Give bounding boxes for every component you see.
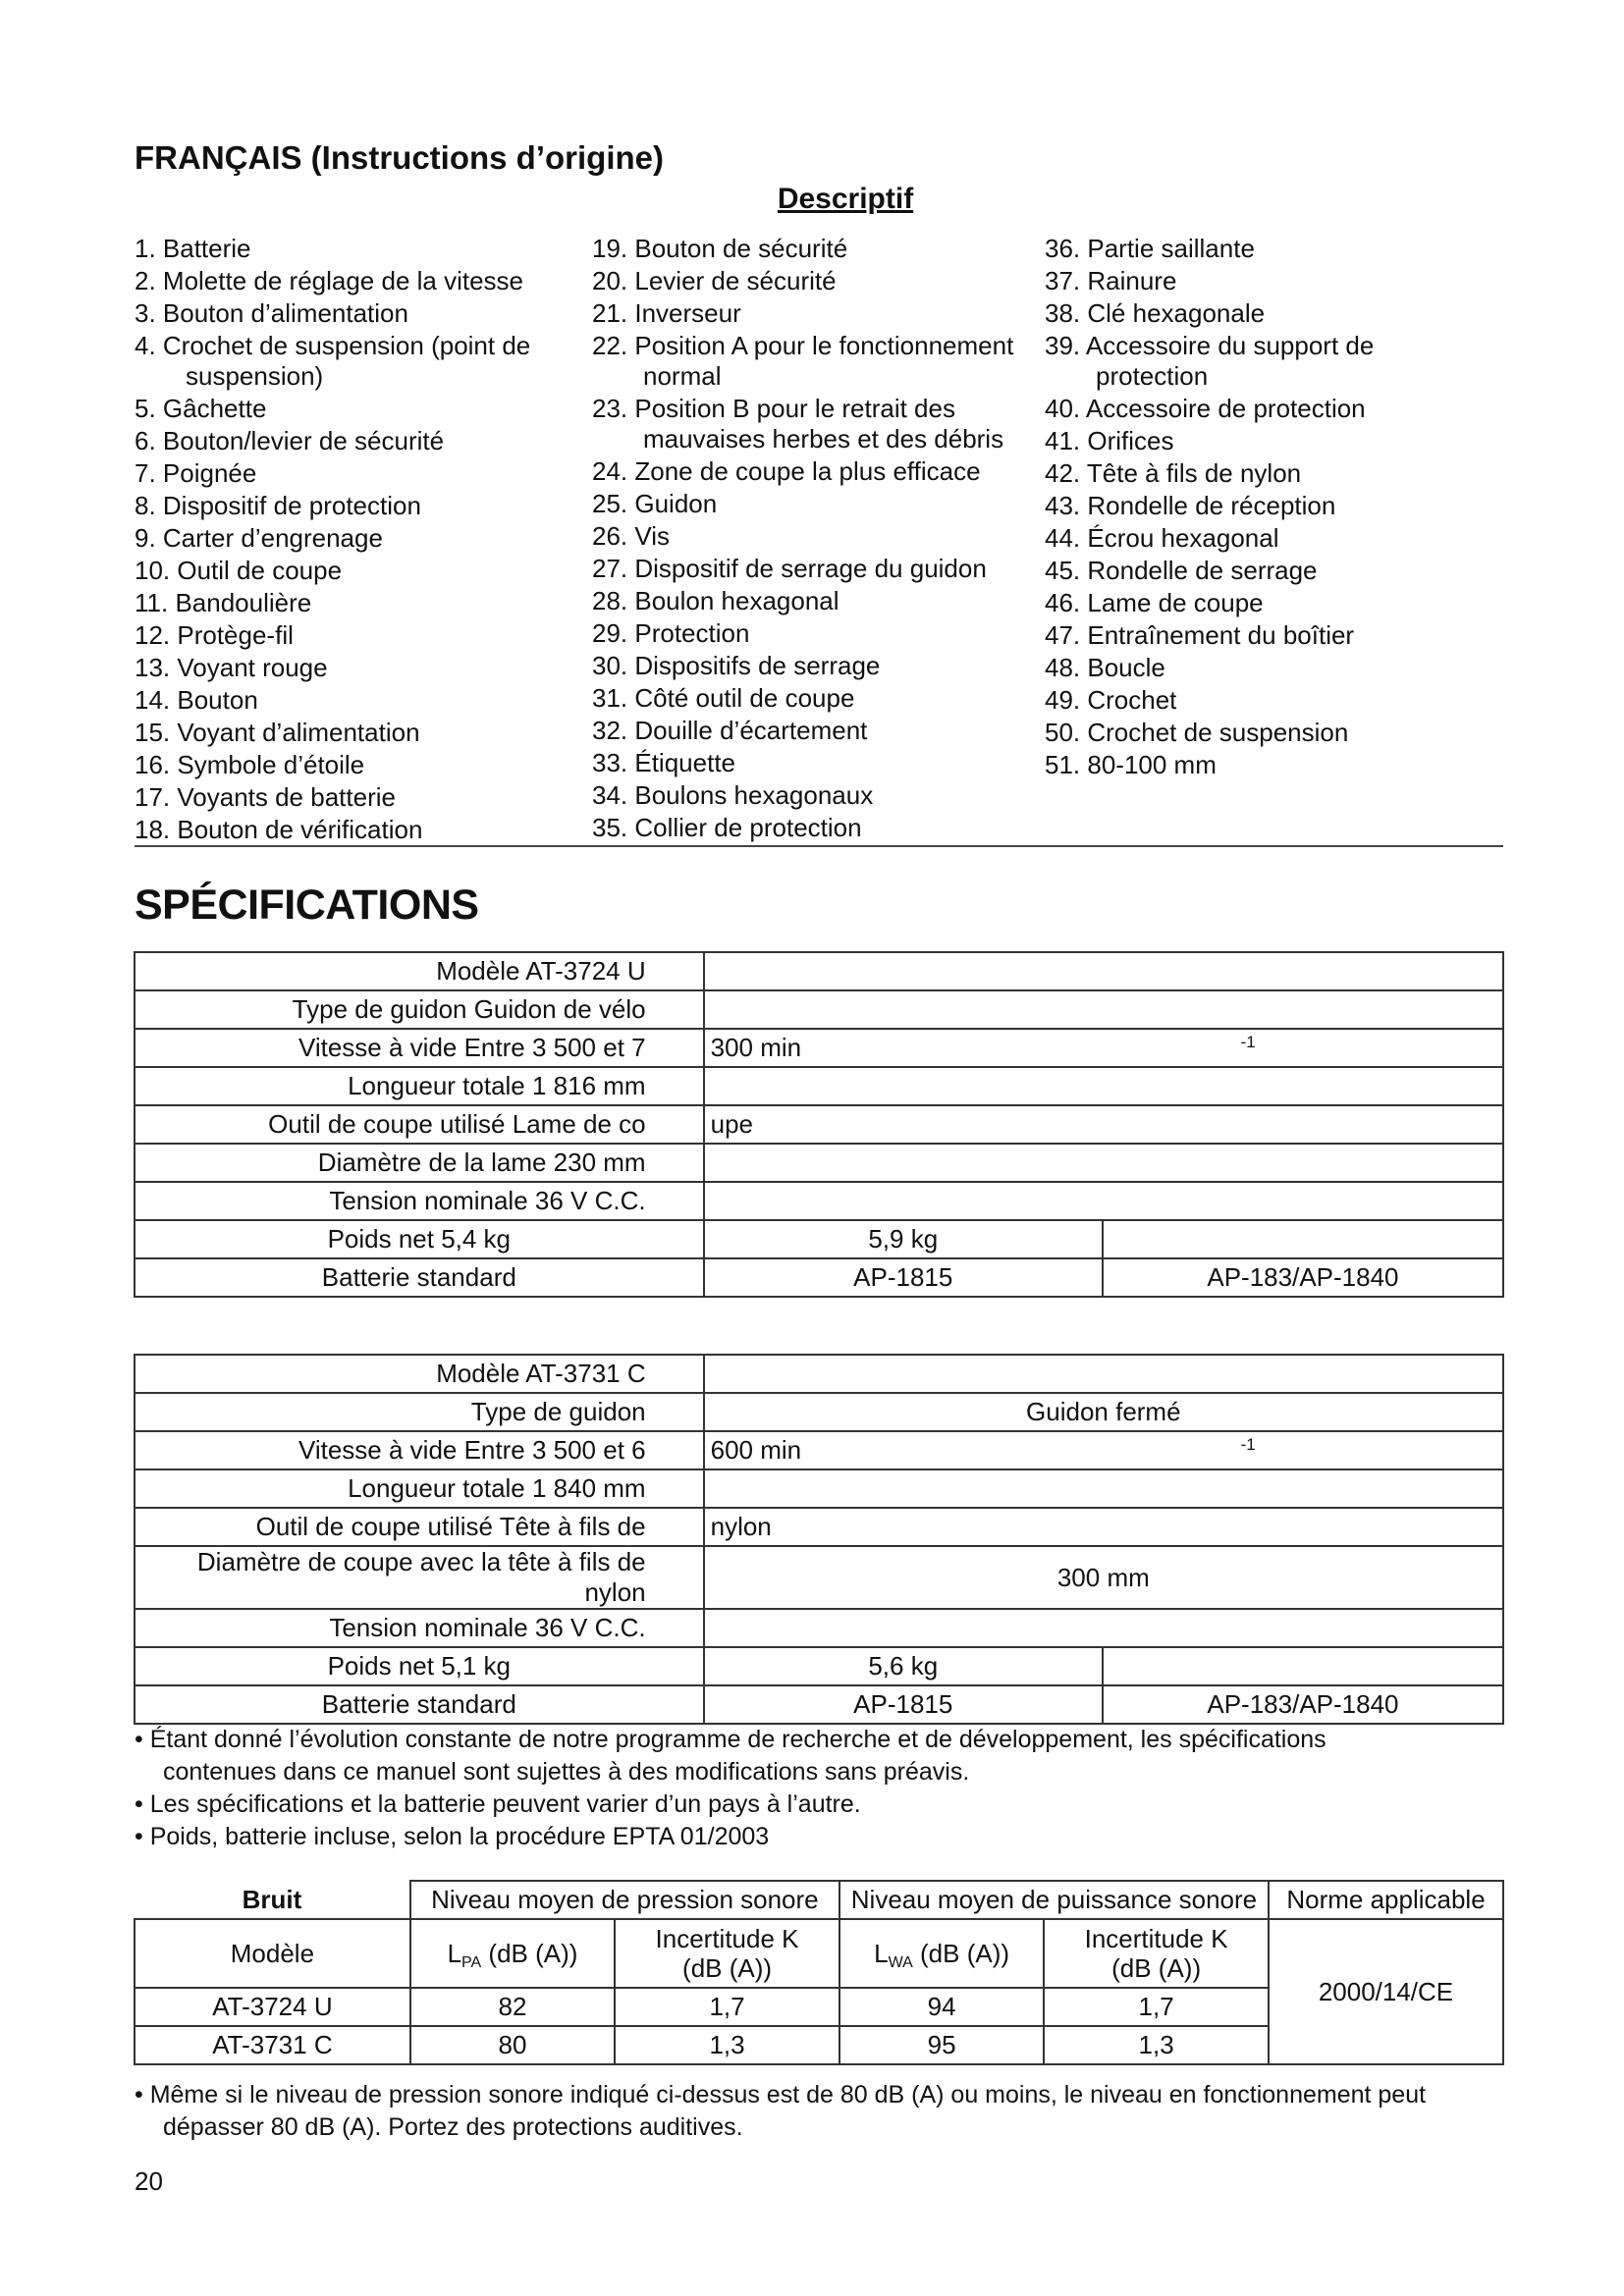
descriptif-item: 47. Entraînement du boîtier <box>1045 620 1355 650</box>
spec-row <box>135 1393 1503 1431</box>
noise-model: AT-3731 C <box>135 2026 410 2064</box>
descriptif-item: 3. Bouton d’alimentation <box>135 298 408 328</box>
descriptif-item: 20. Levier de sécurité <box>592 266 837 295</box>
descriptif-item: 6. Bouton/levier de sécurité <box>135 426 445 455</box>
descriptif-item: 28. Boulon hexagonal <box>592 586 839 615</box>
noise-note-line-1: • Même si le niveau de pression sonore indiqué ci-dessus est de 80 dB (A) ou moins, le niveau en fonctionnement peut <box>135 2081 1427 2109</box>
spec-row <box>135 1105 1503 1144</box>
divider <box>135 845 1503 847</box>
noise-header-pression: Niveau moyen de pression sonore <box>410 1881 839 1919</box>
descriptif-item: 32. Douille d’écartement <box>592 716 868 745</box>
descriptif-item: 33. Étiquette <box>592 748 735 777</box>
spec-label: Vitesse à vide Entre 3 500 et 6 <box>135 1431 704 1469</box>
spec-cell: AP-183/AP-1840 <box>1103 1685 1503 1724</box>
spec-cell: 5,6 kg <box>704 1647 1103 1685</box>
spec-row <box>135 1508 1503 1546</box>
spec-cell <box>1103 1647 1503 1685</box>
noise-norme-value: 2000/14/CE <box>1269 1919 1503 2064</box>
spec-label: Longueur totale 1 840 mm <box>135 1469 704 1508</box>
descriptif-item: 38. Clé hexagonale <box>1045 298 1266 328</box>
spec-notes <box>135 1724 1326 1853</box>
noise-lpa: 80 <box>410 2026 615 2064</box>
spec-row <box>135 1546 1503 1609</box>
descriptif-item: 35. Collier de protection <box>592 813 862 842</box>
spec-row-poids <box>135 1220 1503 1258</box>
spec-value: 600 min -1 <box>704 1431 1503 1469</box>
spec-value <box>704 952 1503 990</box>
spec-value <box>704 1182 1503 1220</box>
spec-value <box>704 1355 1503 1393</box>
spec-row <box>135 1182 1503 1220</box>
spec-value <box>704 1144 1503 1182</box>
descriptif-item: 13. Voyant rouge <box>135 653 328 682</box>
descriptif-item: 36. Partie saillante <box>1045 234 1255 263</box>
spec-value <box>704 990 1503 1029</box>
noise-header-k1: Incertitude K (dB (A)) <box>615 1919 839 1988</box>
note-1-cont: contenues dans ce manuel sont sujettes à des modifications sans préavis. <box>163 1758 970 1786</box>
descriptif-item: 2. Molette de réglage de la vitesse <box>135 266 524 295</box>
spec-label: Type de guidon Guidon de vélo <box>135 990 704 1029</box>
spec-table-at3724u <box>134 951 1504 1298</box>
spec-label: Vitesse à vide Entre 3 500 et 7 <box>135 1029 704 1067</box>
spec-cell: Batterie standard <box>135 1685 704 1724</box>
descriptif-item: 48. Boucle <box>1045 653 1165 682</box>
spec-cell: Poids net 5,4 kg <box>135 1220 704 1258</box>
spec-value: nylon <box>704 1508 1503 1546</box>
descriptif-item: 1. Batterie <box>135 234 251 263</box>
spec-value: upe <box>704 1105 1503 1144</box>
descriptif-column-2 <box>592 234 1013 845</box>
noise-header-lpa: $L_{PA}$ (dB (A)) <box>410 1919 615 1988</box>
descriptif-column-3 <box>1045 234 1374 782</box>
spec-label: Diamètre de la lame 230 mm <box>135 1144 704 1182</box>
descriptif-item: 14. Bouton <box>135 685 258 715</box>
descriptif-item: 34. Boulons hexagonaux <box>592 780 874 810</box>
spec-value: Guidon fermé <box>704 1393 1503 1431</box>
descriptif-item: 19. Bouton de sécurité <box>592 234 848 263</box>
spec-row <box>135 1469 1503 1508</box>
unit-superscript: -1 <box>1240 1033 1256 1051</box>
descriptif-item: 25. Guidon <box>592 489 718 518</box>
spec-row-batterie <box>135 1258 1503 1297</box>
noise-header-modele: Modèle <box>135 1919 410 1988</box>
spec-cell: AP-1815 <box>704 1685 1103 1724</box>
descriptif-item: 16. Symbole d’étoile <box>135 750 365 779</box>
noise-k1: 1,3 <box>615 2026 839 2064</box>
descriptif-item: 9. Carter d’engrenage <box>135 523 383 553</box>
note-1: • Étant donné l’évolution constante de notre programme de recherche et de développement, les spécifications <box>135 1726 1326 1753</box>
spec-value: 300 min -1 <box>704 1029 1503 1067</box>
spec-label: Outil de coupe utilisé Lame de co <box>135 1105 704 1144</box>
noise-k2: 1,3 <box>1044 2026 1269 2064</box>
noise-header-lwa: $L_{WA}$ (dB (A)) <box>839 1919 1044 1988</box>
descriptif-item: 4. Crochet de suspension (point de suspension) <box>135 331 531 391</box>
spec-label: Diamètre de coupe avec la tête à fils de nylon <box>135 1546 704 1609</box>
spec-row <box>135 1067 1503 1105</box>
descriptif-item: 17. Voyants de batterie <box>135 782 396 812</box>
noise-header-k2: Incertitude K (dB (A)) <box>1044 1919 1269 1988</box>
spec-cell: AP-183/AP-1840 <box>1103 1258 1503 1297</box>
descriptif-item: 31. Côté outil de coupe <box>592 683 855 713</box>
spec-cell: AP-1815 <box>704 1258 1103 1297</box>
descriptif-title: Descriptif <box>777 183 914 215</box>
spec-row <box>135 1144 1503 1182</box>
noise-lpa: 82 <box>410 1988 615 2026</box>
descriptif-item: 50. Crochet de suspension <box>1045 718 1349 747</box>
noise-k2: 1,7 <box>1044 1988 1269 2026</box>
noise-header-puissance: Niveau moyen de puissance sonore <box>839 1881 1269 1919</box>
descriptif-item: 10. Outil de coupe <box>135 556 343 585</box>
descriptif-item: 24. Zone de coupe la plus efficace <box>592 456 981 486</box>
descriptif-item: 7. Poignée <box>135 458 257 488</box>
descriptif-item: 27. Dispositif de serrage du guidon <box>592 554 987 583</box>
descriptif-column-1 <box>135 234 530 847</box>
spec-label: Tension nominale 36 V C.C. <box>135 1609 704 1647</box>
descriptif-item: 29. Protection <box>592 618 750 648</box>
spec-row <box>135 1431 1503 1469</box>
descriptif-item: 42. Tête à fils de nylon <box>1045 458 1302 488</box>
descriptif-item: 18. Bouton de vérification <box>135 815 423 844</box>
descriptif-item: 44. Écrou hexagonal <box>1045 523 1279 553</box>
spec-label: Longueur totale 1 816 mm <box>135 1067 704 1105</box>
spec-label: Outil de coupe utilisé Tête à fils de <box>135 1508 704 1546</box>
noise-model: AT-3724 U <box>135 1988 410 2026</box>
noise-header-bruit: Bruit <box>135 1881 410 1919</box>
spec-value <box>704 1609 1503 1647</box>
spec-row <box>135 1029 1503 1067</box>
note-3: • Poids, batterie incluse, selon la procédure EPTA 01/2003 <box>135 1823 770 1850</box>
spec-table-at3731c <box>134 1354 1504 1725</box>
noise-lwa: 94 <box>839 1988 1044 2026</box>
descriptif-item: 45. Rondelle de serrage <box>1045 556 1318 585</box>
descriptif-item: 22. Position A pour le fonctionnement normal <box>592 331 1014 391</box>
noise-lwa: 95 <box>839 2026 1044 2064</box>
spec-label: Type de guidon <box>135 1393 704 1431</box>
noise-k1: 1,7 <box>615 1988 839 2026</box>
descriptif-item: 46. Lame de coupe <box>1045 588 1264 617</box>
spec-row-poids <box>135 1647 1503 1685</box>
descriptif-item: 39. Accessoire du support de protection <box>1045 331 1375 391</box>
descriptif-item: 49. Crochet <box>1045 685 1177 715</box>
descriptif-item: 26. Vis <box>592 521 671 551</box>
descriptif-item: 15. Voyant d’alimentation <box>135 718 420 747</box>
spec-label: Tension nominale 36 V C.C. <box>135 1182 704 1220</box>
noise-note <box>135 2079 1426 2144</box>
section-heading: FRANÇAIS (Instructions d’origine) <box>135 139 664 176</box>
descriptif-item: 8. Dispositif de protection <box>135 491 421 520</box>
spec-value <box>704 1469 1503 1508</box>
descriptif-item: 40. Accessoire de protection <box>1045 394 1366 423</box>
page-number: 20 <box>135 2166 163 2196</box>
descriptif-item: 37. Rainure <box>1045 266 1177 295</box>
spec-value <box>704 1067 1503 1105</box>
specifications-title: SPÉCIFICATIONS <box>135 881 479 929</box>
descriptif-item: 23. Position B pour le retrait des mauvaises herbes et des débris <box>592 394 1004 454</box>
note-2: • Les spécifications et la batterie peuvent varier d’un pays à l’autre. <box>135 1790 861 1818</box>
noise-table <box>134 1880 1504 2065</box>
descriptif-item: 11. Bandoulière <box>135 588 312 617</box>
spec-row <box>135 1609 1503 1647</box>
unit-superscript: -1 <box>1240 1435 1256 1454</box>
spec-row <box>135 990 1503 1029</box>
descriptif-item: 43. Rondelle de réception <box>1045 491 1336 520</box>
spec-label: Modèle AT-3724 U <box>135 952 704 990</box>
descriptif-item: 30. Dispositifs de serrage <box>592 651 881 680</box>
spec-cell <box>1103 1220 1503 1258</box>
spec-cell: Batterie standard <box>135 1258 704 1297</box>
spec-row-batterie <box>135 1685 1503 1724</box>
spec-row <box>135 952 1503 990</box>
descriptif-item: 5. Gâchette <box>135 394 267 423</box>
descriptif-item: 12. Protège-fil <box>135 620 294 650</box>
noise-header-norme: Norme applicable <box>1269 1881 1503 1919</box>
noise-note-line-2: dépasser 80 dB (A). Portez des protections auditives. <box>163 2113 743 2141</box>
spec-cell: Poids net 5,1 kg <box>135 1647 704 1685</box>
descriptif-item: 51. 80-100 mm <box>1045 750 1217 779</box>
spec-value: 300 mm <box>704 1546 1503 1609</box>
descriptif-item: 21. Inverseur <box>592 298 741 328</box>
descriptif-item: 41. Orifices <box>1045 426 1174 455</box>
spec-cell: 5,9 kg <box>704 1220 1103 1258</box>
spec-row <box>135 1355 1503 1393</box>
spec-label: Modèle AT-3731 C <box>135 1355 704 1393</box>
